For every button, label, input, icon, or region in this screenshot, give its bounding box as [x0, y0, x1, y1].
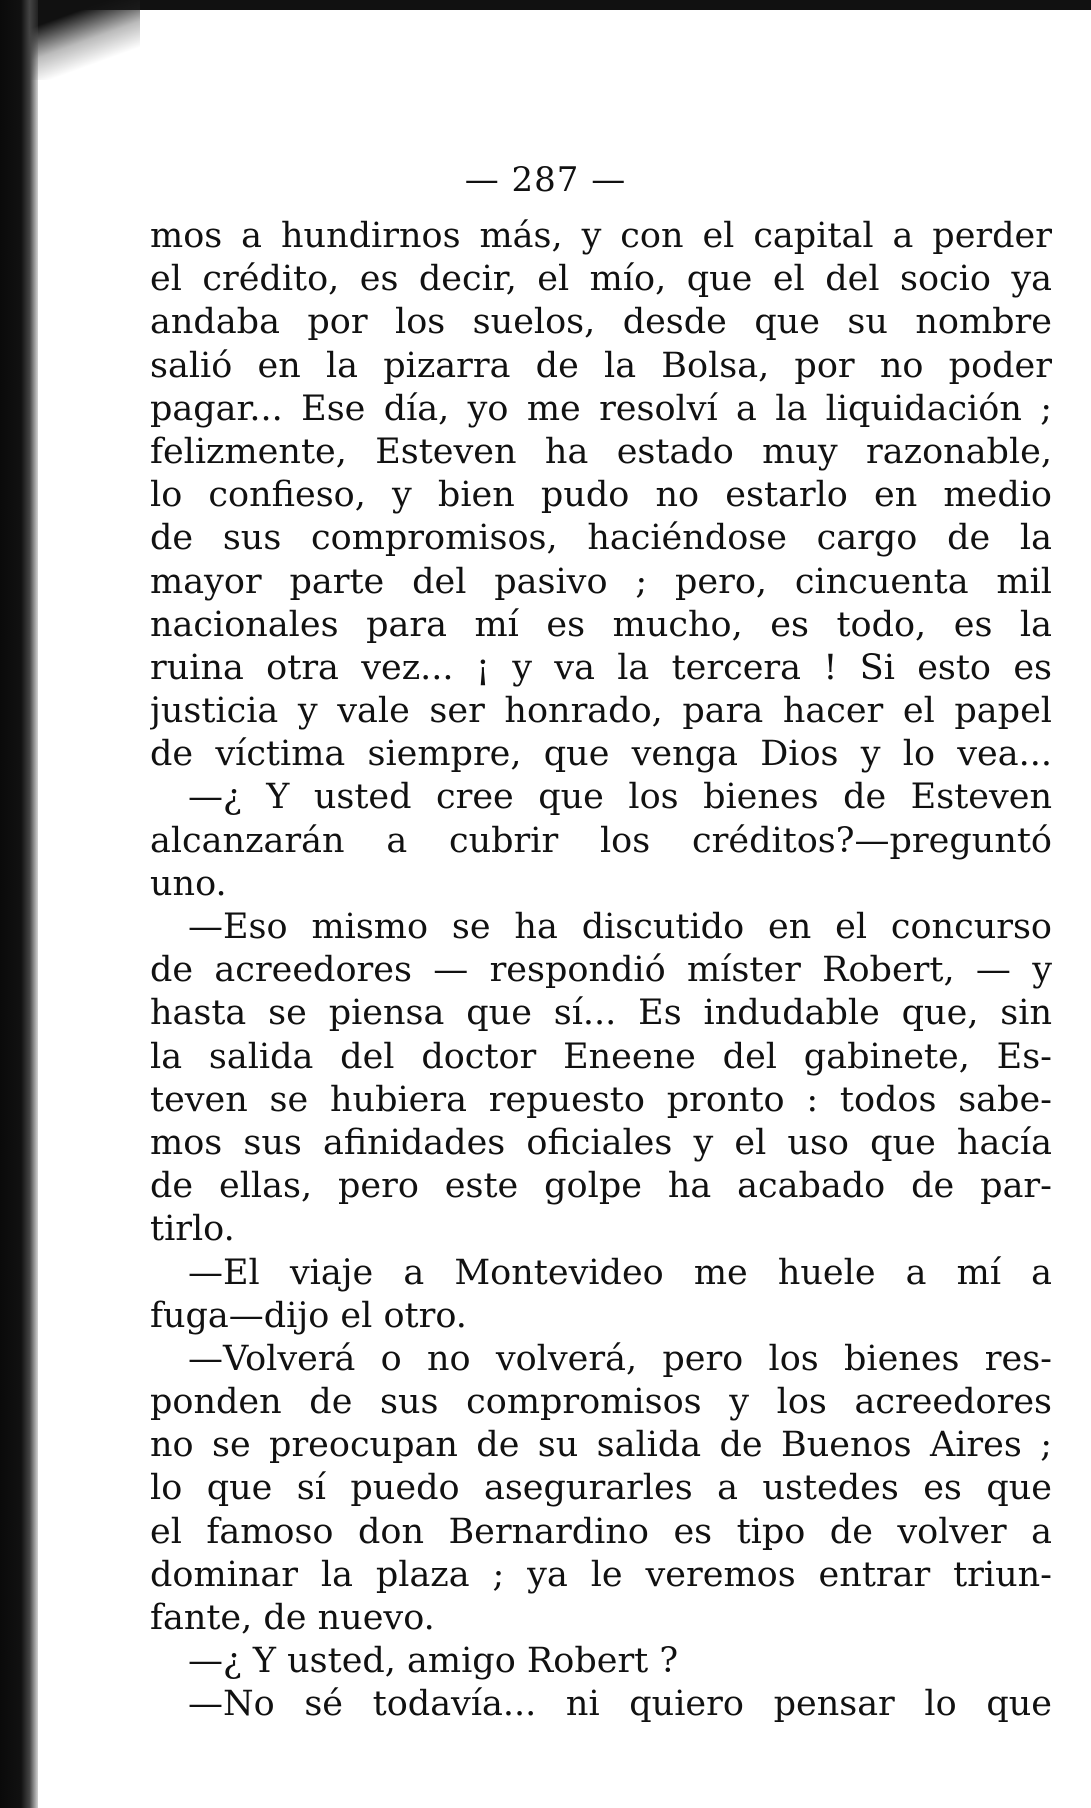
text-line: —Volverá o no volverá, pero los bienes res-	[188, 1338, 1052, 1379]
scan-binding-edge	[0, 0, 38, 1808]
text-line: de sus compromisos, haciéndose cargo de la	[150, 518, 1052, 559]
text-line: andaba por los suelos, desde que su nombre	[150, 302, 1052, 343]
text-line: —¿ Y usted cree que los bienes de Esteven	[188, 777, 1052, 818]
text-line: teven se hubiera repuesto pronto : todos sabe-	[150, 1079, 1052, 1120]
text-line: —El viaje a Montevideo me huele a mí a	[188, 1252, 1052, 1293]
text-line: de acreedores — respondió míster Robert, — y	[150, 950, 1052, 991]
text-line: mos a hundirnos más, y con el capital a perder	[150, 216, 1052, 256]
text-line: dominar la plaza ; ya le veremos entrar triun-	[150, 1554, 1052, 1595]
text-line: la salida del doctor Eneene del gabinete, Es-	[150, 1036, 1052, 1077]
page-number: — 287 —	[464, 160, 627, 200]
text-line: el famoso don Bernardino es tipo de volver a	[150, 1511, 1052, 1552]
text-line: felizmente, Esteven ha estado muy razonable,	[150, 431, 1052, 472]
text-line: de víctima siempre, que venga Dios y lo vea...	[150, 734, 1052, 775]
text-line: ruina otra vez... ¡ y va la tercera ! Si esto es	[150, 647, 1052, 688]
text-line: nacionales para mí es mucho, es todo, es la	[150, 604, 1052, 645]
text-line: no se preocupan de su salida de Buenos Aires ;	[150, 1425, 1052, 1466]
text-line: hasta se piensa que sí... Es indudable que, sin	[150, 993, 1052, 1034]
text-line: uno.	[150, 863, 227, 904]
text-line: fante, de nuevo.	[150, 1598, 435, 1638]
text-line: alcanzarán a cubrir los créditos?—preguntó	[150, 820, 1052, 861]
text-line: el crédito, es decir, el mío, que el del socio ya	[150, 259, 1052, 300]
text-line: justicia y vale ser honrado, para hacer el papel	[150, 691, 1052, 732]
text-line: pagar... Ese día, yo me resolví a la liquidación ;	[150, 388, 1052, 429]
text-line: tirlo.	[150, 1209, 235, 1250]
scan-top-edge	[0, 0, 1091, 10]
text-line: —No sé todavía... ni quiero pensar lo que	[188, 1684, 1052, 1725]
text-line: lo confieso, y bien pudo no estarlo en medio	[150, 475, 1052, 516]
text-line: mos sus afinidades oficiales y el uso que hacía	[150, 1122, 1052, 1163]
text-line: —¿ Y usted, amigo Robert ?	[188, 1641, 679, 1682]
text-line: mayor parte del pasivo ; pero, cincuenta mil	[150, 561, 1052, 602]
text-line: ponden de sus compromisos y los acreedores	[150, 1382, 1052, 1423]
text-line: —Eso mismo se ha discutido en el concurso	[188, 907, 1052, 947]
text-line: de ellas, pero este golpe ha acabado de par-	[150, 1166, 1052, 1207]
body-text	[150, 215, 1052, 1727]
text-line: salió en la pizarra de la Bolsa, por no poder	[150, 345, 1052, 386]
text-line: fuga—dijo el otro.	[150, 1295, 467, 1336]
text-line: lo que sí puedo asegurarles a ustedes es que	[150, 1468, 1052, 1509]
